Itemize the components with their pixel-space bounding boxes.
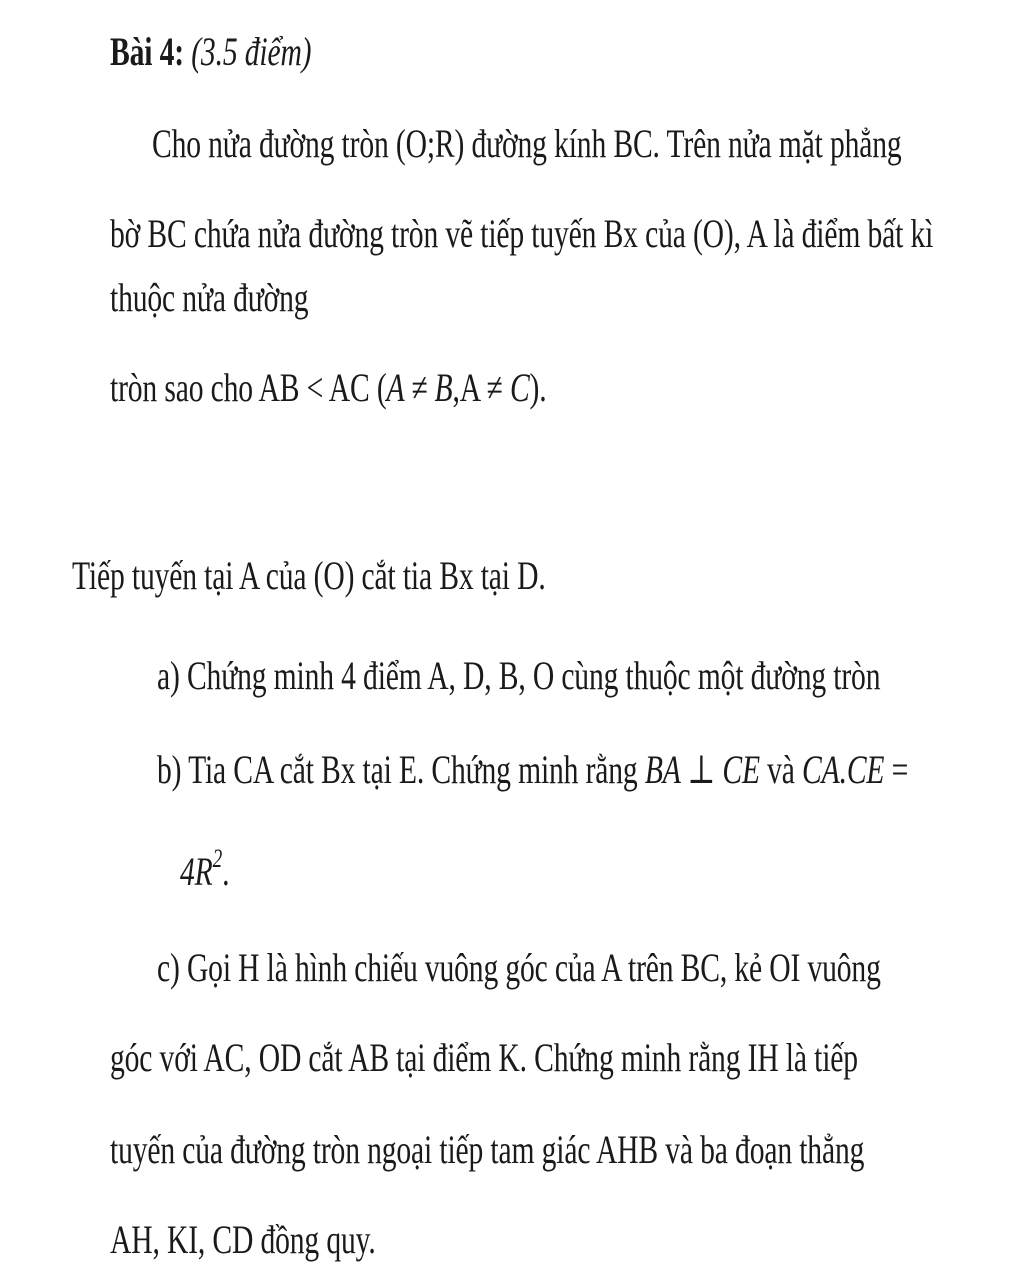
part-b-exponent: 2	[212, 844, 223, 873]
intro-line-4-mid: ,A ≠	[452, 365, 510, 410]
tangent-line-text: Tiếp tuyến tại A của (O) cắt tia Bx tại D.	[72, 553, 546, 598]
condition-c: C	[509, 365, 530, 410]
exercise-heading	[110, 28, 311, 76]
intro-line-4	[110, 364, 547, 412]
part-b-line-2	[180, 844, 230, 901]
part-b-line-1	[157, 746, 908, 794]
part-b-math-product: CA.CE	[802, 747, 885, 792]
exercise-label: Bài 4:	[110, 29, 184, 74]
part-c-line-3: tuyến của đường tròn ngoại tiếp tam giác AHB và ba đoạn thẳng	[110, 1127, 865, 1172]
part-b-text-3: =	[884, 747, 909, 792]
intro-line-3: thuộc nửa đường	[110, 275, 309, 320]
part-b-end: .	[222, 849, 230, 894]
intro-line-4-end: ).	[529, 365, 547, 410]
part-b-math-perpendicular: BA ⊥ CE	[644, 747, 760, 792]
part-c-line-1: c) Gọi H là hình chiếu vuông góc của A trên BC, kẻ OI vuông	[157, 945, 881, 990]
part-c-line-2: góc với AC, OD cắt AB tại điểm K. Chứng minh rằng IH là tiếp	[110, 1035, 858, 1080]
part-b-text-1: b) Tia CA cắt Bx tại E. Chứng minh rằng	[157, 747, 645, 792]
part-a: a) Chứng minh 4 điểm A, D, B, O cùng thuộc một đường tròn	[157, 653, 881, 698]
part-b-math-4r: 4R	[180, 849, 213, 894]
condition-a-neq-b: A ≠ B	[386, 365, 453, 410]
part-b-text-2: và	[759, 747, 803, 792]
part-c-line-4: AH, KI, CD đồng quy.	[110, 1217, 376, 1262]
intro-line-2: bờ BC chứa nửa đường tròn vẽ tiếp tuyến Bx của (O), A là điểm bất kì	[110, 211, 934, 256]
exercise-points: (3.5 điểm)	[191, 29, 312, 74]
intro-line-4-text: tròn sao cho AB < AC (	[110, 365, 387, 410]
intro-line-1: Cho nửa đường tròn (O;R) đường kính BC. Trên nửa mặt phẳng	[152, 121, 902, 166]
